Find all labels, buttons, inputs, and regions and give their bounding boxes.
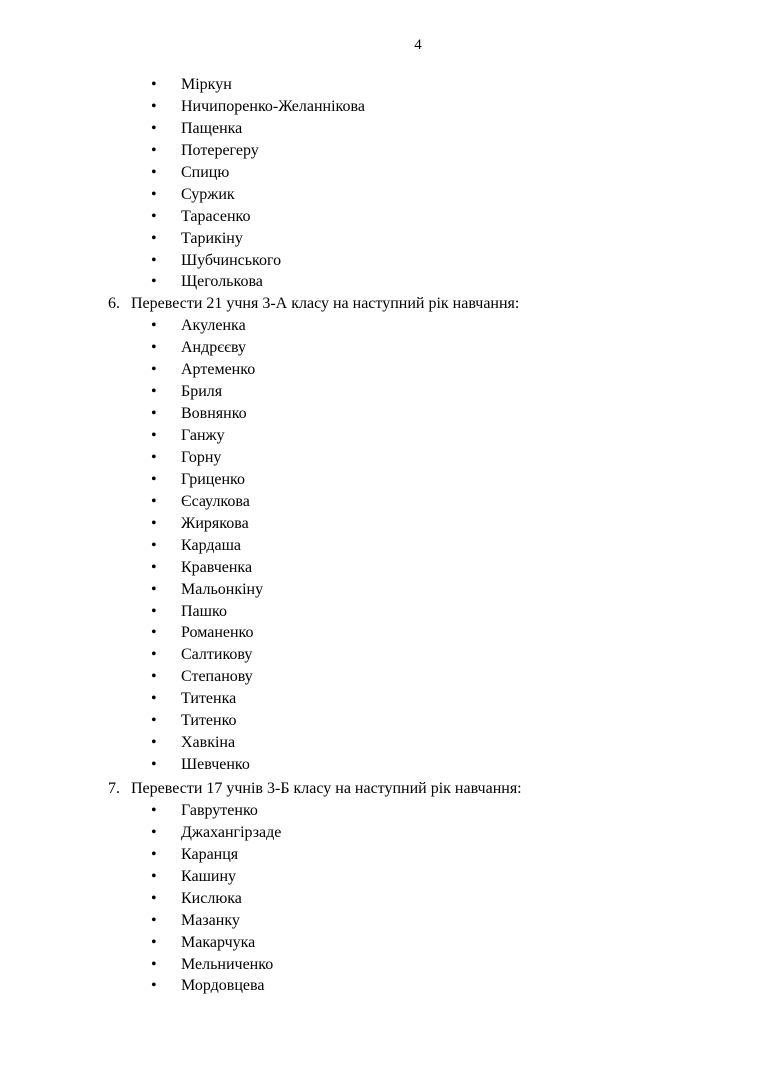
student-name: Мазанку [181, 911, 240, 929]
bullet-icon: • [151, 624, 157, 642]
bullet-icon: • [151, 141, 157, 159]
student-name: Кравченка [181, 558, 253, 576]
bullet-icon: • [151, 911, 157, 929]
student-name: Міркун [181, 76, 232, 93]
list-item [0, 822, 763, 844]
student-name: Тарасенко [181, 207, 251, 225]
list-item [0, 557, 763, 579]
bullet-icon: • [151, 580, 157, 598]
student-name: Мальонкіну [181, 580, 264, 598]
bullet-icon: • [151, 514, 157, 532]
student-name: Щеголькова [181, 273, 263, 291]
list-item [0, 271, 763, 293]
student-name: Гаврутенко [181, 801, 258, 819]
bullet-icon: • [151, 646, 157, 664]
list-item [0, 140, 763, 162]
list-item [0, 800, 763, 822]
student-list-continued [0, 74, 763, 293]
list-item [0, 118, 763, 140]
item-number: 6. [108, 295, 120, 313]
bullet-icon: • [151, 977, 157, 995]
list-item [0, 866, 763, 888]
list-item [0, 754, 763, 776]
bullet-icon: • [151, 889, 157, 907]
student-name: Мордовцева [181, 977, 265, 995]
list-item [0, 513, 763, 535]
bullet-icon: • [151, 361, 157, 379]
student-name: Романенко [181, 624, 254, 642]
bullet-icon: • [151, 801, 157, 819]
bullet-icon: • [151, 163, 157, 181]
student-name: Хавкіна [181, 734, 236, 752]
list-item [0, 403, 763, 425]
bullet-icon: • [151, 867, 157, 885]
student-name: Акуленка [181, 317, 246, 335]
bullet-icon: • [151, 405, 157, 423]
list-item [0, 250, 763, 272]
list-item [0, 315, 763, 337]
numbered-item-heading [0, 293, 763, 315]
list-item [0, 228, 763, 250]
student-name: Єсаулкова [181, 492, 250, 510]
student-name: Андрєєву [181, 339, 246, 357]
item-heading-text: Перевести 17 учнів 3-Б класу на наступний рік навчання: [131, 780, 522, 797]
bullet-icon: • [151, 119, 157, 137]
student-name: Титенка [181, 690, 237, 708]
list-item [0, 910, 763, 932]
list-item [0, 644, 763, 666]
list-item [0, 666, 763, 688]
student-name: Кашину [181, 867, 237, 885]
bullet-icon: • [151, 536, 157, 554]
list-item [0, 579, 763, 601]
document-body [0, 74, 763, 997]
list-item [0, 381, 763, 403]
item-heading-text: Перевести 21 учня 3-А класу на наступний рік навчання: [131, 295, 520, 313]
student-name: Пащенка [181, 119, 243, 137]
student-name: Титенко [181, 712, 237, 730]
numbered-item-heading [0, 778, 763, 800]
bullet-icon: • [151, 734, 157, 752]
bullet-icon: • [151, 668, 157, 686]
student-name: Гриценко [181, 470, 245, 488]
bullet-icon: • [151, 933, 157, 951]
list-item [0, 975, 763, 997]
list-item [0, 337, 763, 359]
list-item [0, 710, 763, 732]
bullet-icon: • [151, 185, 157, 203]
list-item [0, 447, 763, 469]
list-item [0, 888, 763, 910]
student-name: Спицю [181, 163, 230, 181]
bullet-icon: • [151, 76, 157, 93]
list-item [0, 601, 763, 623]
bullet-icon: • [151, 558, 157, 576]
bullet-icon: • [151, 207, 157, 225]
bullet-icon: • [151, 845, 157, 863]
list-item [0, 535, 763, 557]
student-name: Кардаша [181, 536, 242, 554]
student-name: Макарчука [181, 933, 256, 951]
student-name: Шевченко [181, 756, 250, 774]
student-name: Каранця [181, 845, 239, 863]
bullet-icon: • [151, 251, 157, 269]
bullet-icon: • [151, 273, 157, 291]
student-name: Артеменко [181, 361, 256, 379]
bullet-icon: • [151, 712, 157, 730]
student-name: Мельниченко [181, 955, 274, 973]
list-item [0, 359, 763, 381]
bullet-icon: • [151, 602, 157, 620]
section-7 [0, 778, 763, 997]
list-item [0, 96, 763, 118]
bullet-icon: • [151, 492, 157, 510]
student-name: Ганжу [181, 427, 225, 444]
bullet-icon: • [151, 690, 157, 708]
list-item [0, 162, 763, 184]
list-item [0, 732, 763, 754]
list-item [0, 206, 763, 228]
student-name: Суржик [181, 185, 235, 203]
page-number: 4 [414, 37, 422, 53]
list-item [0, 622, 763, 644]
list-item [0, 932, 763, 954]
bullet-icon: • [151, 383, 157, 401]
bullet-icon: • [151, 448, 157, 466]
student-name: Вовнянко [181, 405, 247, 423]
bullet-icon: • [151, 756, 157, 774]
bullet-icon: • [151, 823, 157, 841]
list-item [0, 844, 763, 866]
list-item [0, 184, 763, 206]
bullet-icon: • [151, 470, 157, 488]
list-item [0, 425, 763, 447]
student-name: Пашко [181, 602, 227, 620]
student-name: Шубчинського [181, 251, 282, 269]
list-item [0, 688, 763, 710]
student-name: Бриля [181, 383, 223, 401]
bullet-icon: • [151, 317, 157, 335]
student-name: Потерегеру [181, 141, 259, 159]
bullet-icon: • [151, 427, 157, 444]
bullet-icon: • [151, 955, 157, 973]
student-name: Ничипоренко-Желаннікова [181, 97, 365, 115]
bullet-icon: • [151, 97, 157, 115]
student-name: Салтикову [181, 646, 253, 664]
list-item [0, 491, 763, 513]
student-name: Тарикіну [181, 229, 243, 247]
student-name: Горну [181, 448, 222, 466]
student-name: Степанову [181, 668, 253, 686]
student-name: Джахангірзаде [181, 823, 282, 841]
bullet-icon: • [151, 339, 157, 357]
bullet-icon: • [151, 229, 157, 247]
item-number: 7. [108, 780, 120, 797]
student-name: Кислюка [181, 889, 242, 907]
list-item [0, 74, 763, 96]
list-item [0, 954, 763, 976]
section-6 [0, 293, 763, 776]
student-name: Жирякова [181, 514, 249, 532]
list-item [0, 469, 763, 491]
